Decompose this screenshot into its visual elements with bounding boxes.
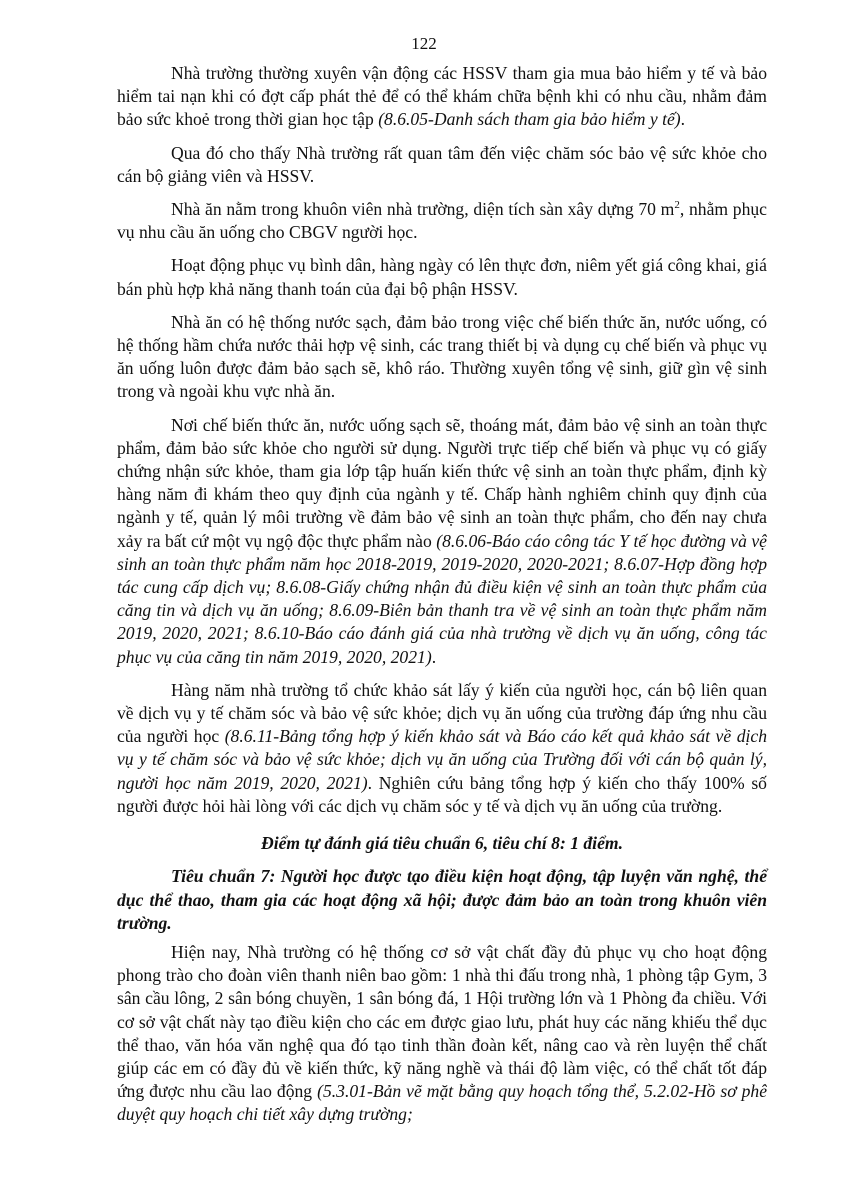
paragraph-text: Nhà ăn có hệ thống nước sạch, đảm bảo trong việc chế biến thức ăn, nước uống, có hệ thống hầm chứa nước thải hợp vệ sinh, các trang thiết bị và dụng cụ chế biến và phục vụ ăn uống luôn được đảm bảo sạch sẽ, khô ráo. Thường xuyên tổng vệ sinh, giữ gìn vệ sinh trong và ngoài khu vực nhà ăn. bbox=[117, 311, 767, 402]
paragraph-facilities bbox=[117, 941, 767, 1127]
paragraph-food-safety bbox=[117, 414, 767, 669]
evidence-reference: (8.6.05-Danh sách tham gia bảo hiểm y tế) bbox=[378, 109, 681, 130]
paragraph-text: Nhà ăn nằm trong khuôn viên nhà trường, diện tích sàn xây dựng 70 m bbox=[171, 199, 675, 220]
paragraph-tail: . bbox=[431, 646, 437, 667]
paragraph-survey bbox=[117, 679, 767, 818]
paragraph-tail: . bbox=[680, 109, 686, 130]
criterion-heading: Tiêu chuẩn 7: Người học được tạo điều kiện hoạt động, tập luyện văn nghệ, thể dục thể thao, tham gia các hoạt động xã hội; được đảm bảo an toàn trong khuôn viên trường. bbox=[117, 866, 767, 933]
paragraph-insurance bbox=[117, 62, 767, 132]
evidence-reference: (5.3.01-Bản vẽ mặt bằng quy hoạch tổng thể, 5.2.02-Hồ sơ phê duyệt quy hoạch chi tiết xây dựng trường; bbox=[117, 1081, 768, 1125]
document-body bbox=[117, 62, 767, 1137]
paragraph-text-after: , nhằm phục vụ nhu cầu ăn uống cho CBGV người học. bbox=[117, 199, 767, 243]
evidence-reference: (8.6.06-Báo cáo công tác Y tế học đường và vệ sinh an toàn thực phẩm năm học 2018-2019, 2019-2020, 2020-2021; 8.6.07-Hợp đồng hợp tác cung cấp dịch vụ; 8.6.08-Giấy chứng nhận đủ điều kiện vệ sinh an toàn thực phẩm của căng tin và dịch vụ ăn uống; 8.6.09-Biên bản thanh tra về vệ sinh an toàn thực phẩm năm 2019, 2020, 2021; 8.6.10-Báo cáo đánh giá của nhà trường về dịch vụ ăn uống, công tác phục vụ của căng tin năm 2019, 2020, 2021) bbox=[117, 530, 767, 667]
paragraph-text: Qua đó cho thấy Nhà trường rất quan tâm đến việc chăm sóc bảo vệ sức khỏe cho cán bộ giảng viên và HSSV. bbox=[117, 142, 767, 186]
paragraph-text: Hàng năm nhà trường tổ chức khảo sát lấy ý kiến của người học, cán bộ liên quan về dịch vụ y tế chăm sóc và bảo vệ sức khỏe; dịch vụ ăn uống của trường đáp ứng nhu cầu của người học bbox=[117, 679, 767, 747]
paragraph-text: Nơi chế biến thức ăn, nước uống sạch sẽ, thoáng mát, đảm bảo vệ sinh an toàn thực phẩm, đảm bảo sức khỏe cho người sử dụng. Người trực tiếp chế biến và phục vụ có giấy chứng nhận sức khỏe, tham gia lớp tập huấn kiến thức vệ sinh an toàn thực phẩm, định kỳ hàng năm đi khám theo quy định của ngành y tế. Chấp hành nghiêm chỉnh quy định của ngành y tế, quản lý môi trường về đảm bảo vệ sinh an toàn thực phẩm, cho đến nay chưa xảy ra bất cứ một vụ ngộ độc thực phẩm nào bbox=[117, 414, 767, 551]
superscript: 2 bbox=[674, 199, 680, 212]
paragraph-canteen-hygiene bbox=[117, 311, 767, 404]
self-assessment-score: Điểm tự đánh giá tiêu chuẩn 6, tiêu chí 8: 1 điểm. bbox=[261, 833, 623, 854]
paragraph-canteen-area bbox=[117, 198, 767, 244]
paragraph-text: Hiện nay, Nhà trường có hệ thống cơ sở vật chất đầy đủ phục vụ cho hoạt động phong trào cho đoàn viên thanh niên bao gồm: 1 nhà thi đấu trong nhà, 1 phòng tập Gym, 3 sân cầu lông, 2 sân bóng chuyền, 1 sân bóng đá, 1 Hội trường lớn và 1 Phòng đa chiều. Với cơ sở vật chất này tạo điều kiện cho các em được giao lưu, phát huy các năng khiếu thể dục thể thao, văn hóa văn nghệ qua đó tạo tinh thần đoàn kết, nâng cao và rèn luyện thể chất giúp các em có đầy đủ về kiến thức, kỹ năng nghề và thái độ làm việc, có thể chất tốt đáp ứng được nhu cầu lao động bbox=[117, 941, 767, 1102]
page-number: 122 bbox=[411, 34, 437, 53]
paragraph-tail: . Nghiên cứu bảng tổng hợp ý kiến cho thấy 100% số người được hỏi hài lòng với các dịch vụ chăm sóc y tế và dịch vụ ăn uống của trường. bbox=[117, 772, 767, 816]
paragraph-health-care bbox=[117, 142, 767, 188]
paragraph-text: Nhà trường thường xuyên vận động các HSSV tham gia mua bảo hiểm y tế và bảo hiểm tai nạn khi có đợt cấp phát thẻ để có thể khám chữa bệnh khi có nhu cầu, nhằm đảm bảo sức khoẻ trong thời gian học tập bbox=[117, 63, 767, 130]
evidence-reference: (8.6.11-Bảng tổng hợp ý kiến khảo sát và Báo cáo kết quả khảo sát về dịch vụ y tế chăm sóc và bảo vệ sức khỏe; dịch vụ ăn uống của Trường đối với cán bộ quản lý, người học năm 2019, 2020, 2021) bbox=[117, 726, 767, 793]
paragraph-text: Hoạt động phục vụ bình dân, hàng ngày có lên thực đơn, niêm yết giá công khai, giá bán phù hợp khả năng thanh toán của đại bộ phận HSSV. bbox=[117, 255, 767, 299]
paragraph-canteen-service bbox=[117, 254, 767, 300]
